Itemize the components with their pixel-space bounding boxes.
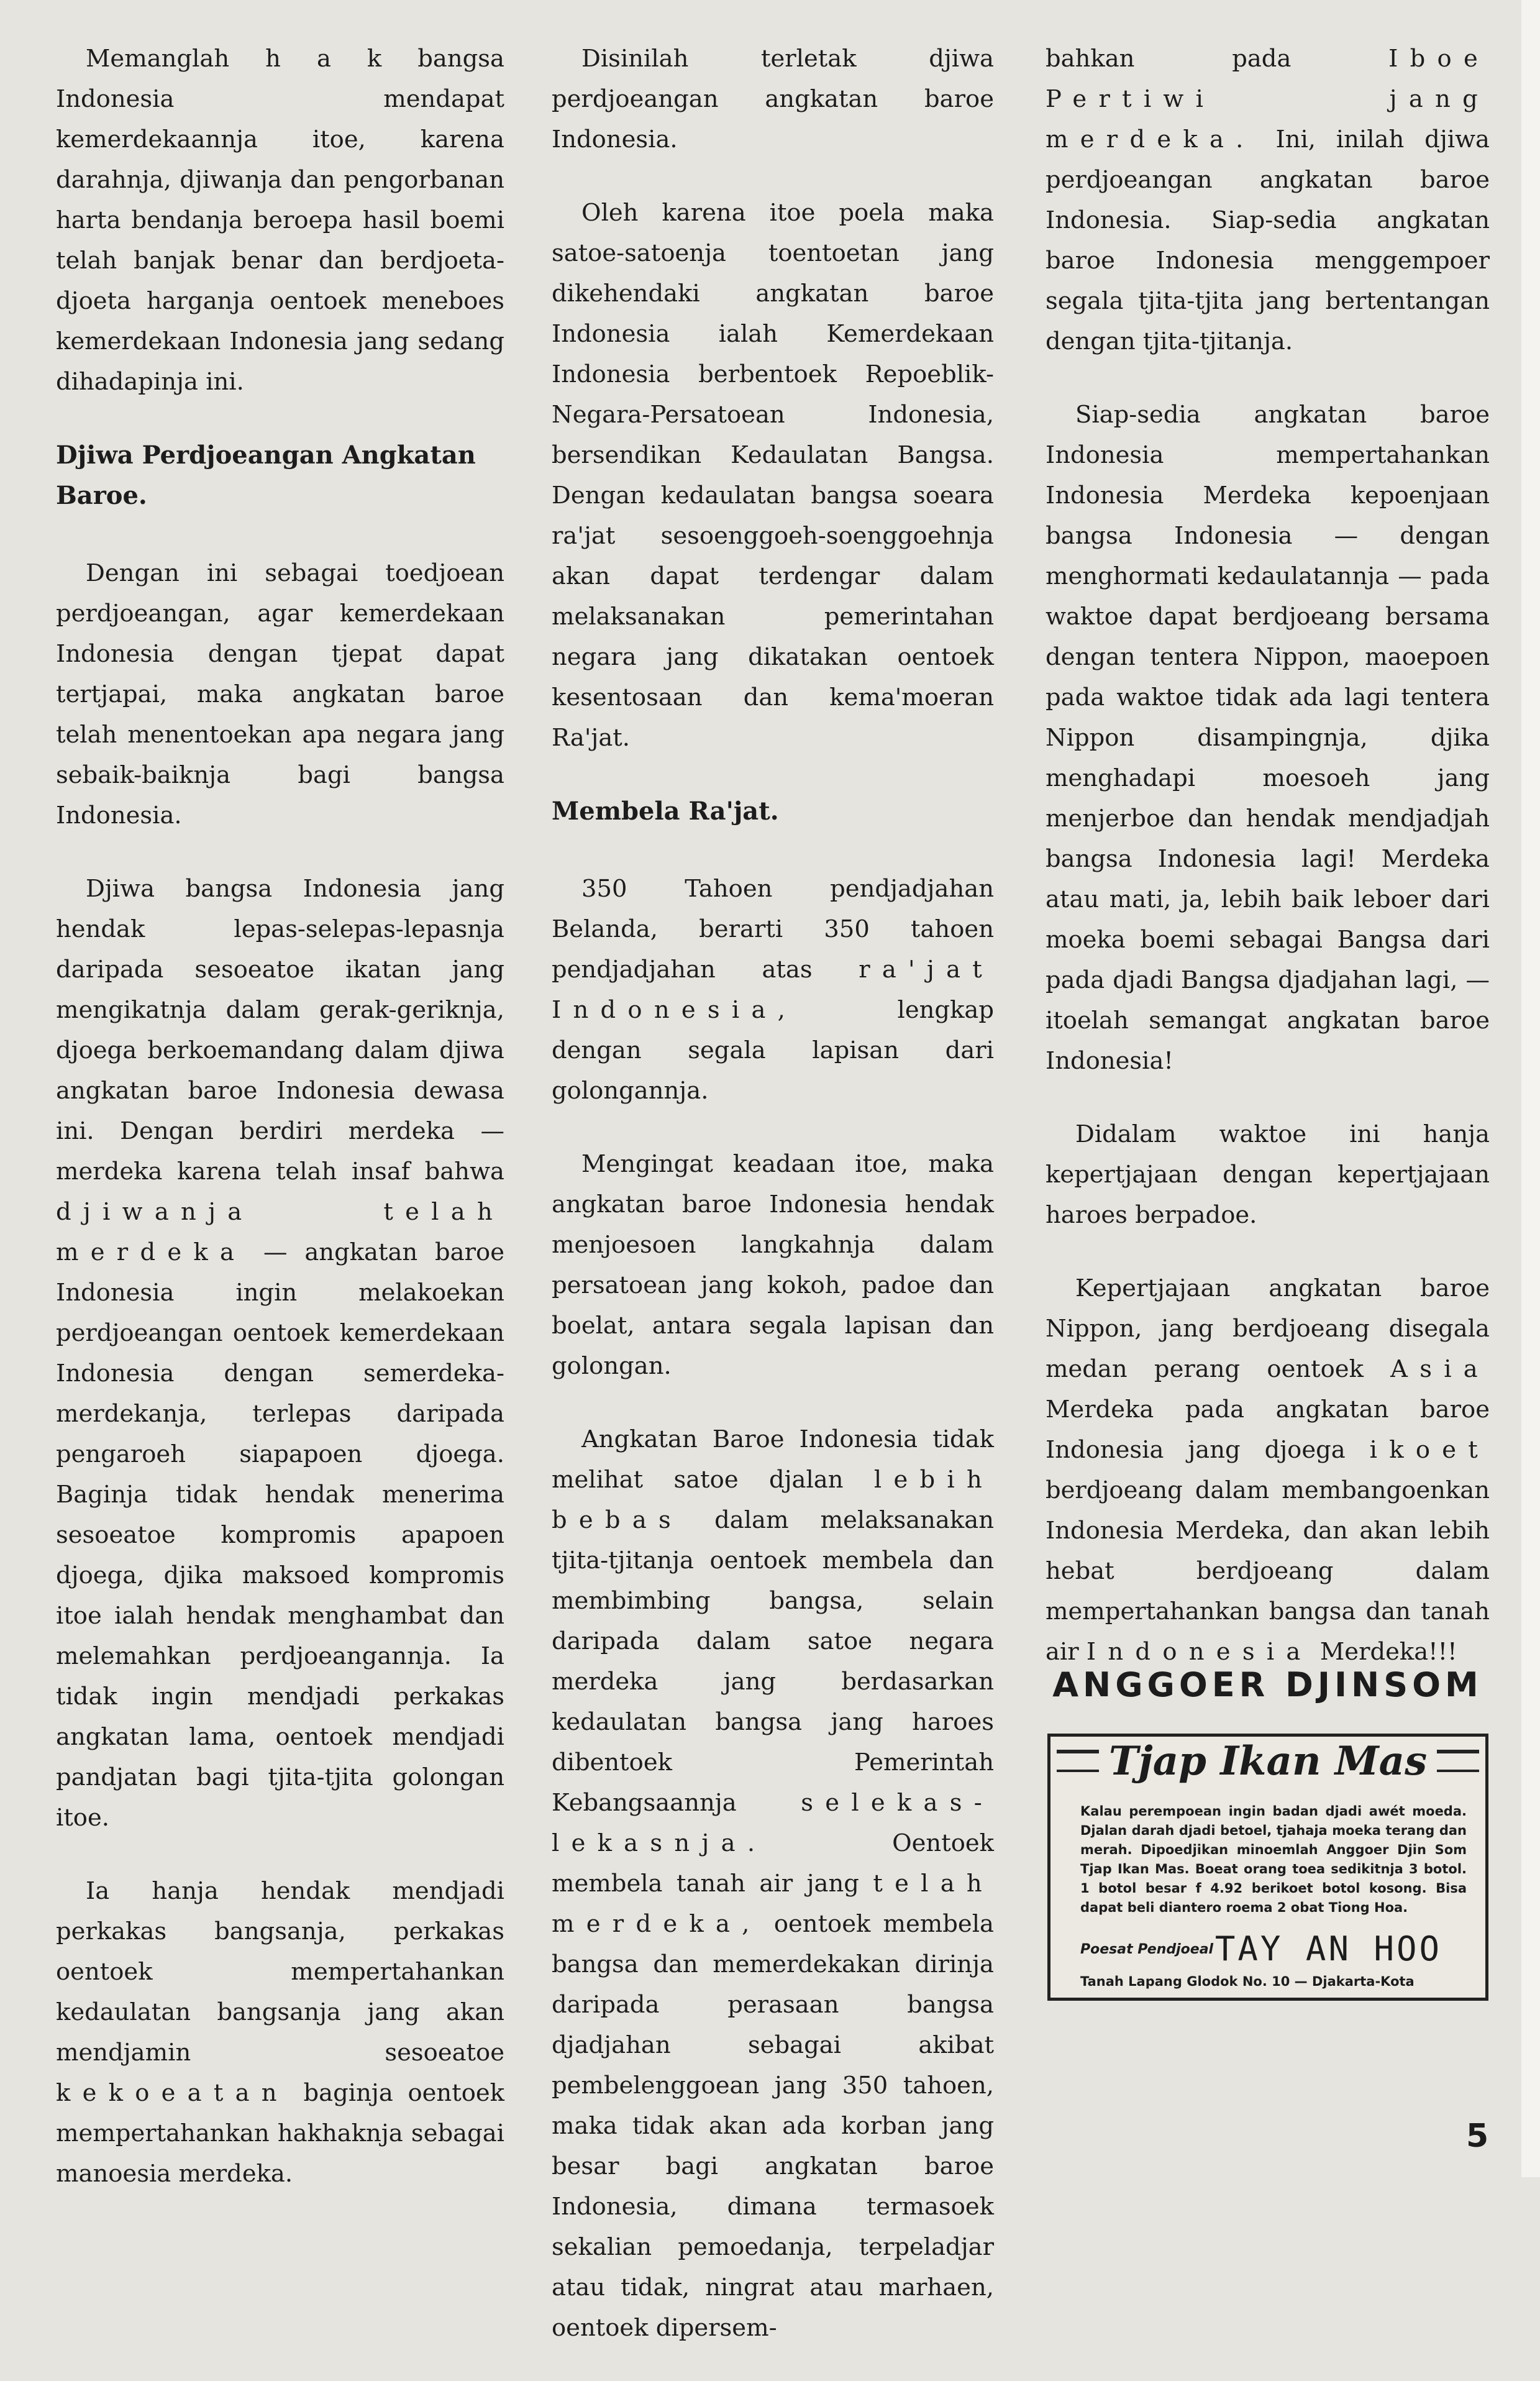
text-run: berdjoeang dalam membangoenkan Indonesia Merdeka, dan akan lebih hebat berdjoeang dalam mempertahankan bangsa dan tanah air [1046,1476,1490,1666]
paragraph [552,1419,994,2348]
paragraph: Memanglah h a k bangsa Indonesia mendapat kemerdekaannja itoe, karena darahnja, djiwanja dan pengorbanan harta bendanja beroepa hasil boemi telah banjak benar dan berdjoeta-djoeta harganja oentoek meneboes kemerdekaan Indonesia jang sedang dihadapinja ini. [56,45,504,396]
section-heading: Membela Ra'jat. [552,797,779,826]
paragraph: Didalam waktoe ini hanja kepertjajaan dengan kepertjajaan haroes berpadoe. [1046,1120,1490,1229]
paragraph: Dengan ini sebagai toedjoean perdjoeangan, agar kemerdekaan Indonesia dengan tjepat dapat tertjapai, maka angkatan baroe telah menentoekan apa negara jang sebaik-baiknja bagi bangsa Indonesia. [56,559,504,829]
text-run: oentoek membela bangsa dan memerdekakan dirinja daripada perasaan bangsa djadjahan sebagai akibat pembelenggoean jang 350 tahoen, maka tidak akan ada korban jang besar bagi angkatan baroe Indonesia, dimana termasoek sekalian pemoedanja, terpeladjar atau tidak, ningrat atau marhaen, oentoek dipersem- [552,1910,994,2342]
text-run: baginja oentoek mempertahankan hakhaknja sebagai manoesia merdeka. [56,2079,504,2188]
ad-brand-row [1050,1733,1485,1789]
text-run: bahkan pada [1046,45,1292,73]
page-number: 5 [1466,2118,1489,2155]
text-run: Kepertjajaan angkatan baroe Nippon, jang berdjoeang disegala medan perang oentoek [1046,1274,1490,1383]
paragraph: Oleh karena itoe poela maka satoe-satoenja toentoetan jang dikehendaki angkatan baroe Indonesia ialah Kemerdekaan Indonesia berbentoek Repoeblik-Negara-Persatoean Indonesia, bersendikan Kedaulatan Bangsa. Dengan kedaulatan bangsa soeara ra'jat sesoenggoeh-soenggoehnja akan dapat terdengar dalam melaksanakan pemerintahan negara jang dikatakan oentoek kesentosaan dan kema'moeran Ra'jat. [552,199,994,752]
spaced-text: ra'jat Indonesia, [552,956,994,1024]
spaced-text: kekoeatan [56,2079,289,2107]
spaced-text: telah merdeka, [552,1870,994,1938]
paragraph [56,1871,504,2194]
page-edge [1521,0,1540,2177]
text-run: Angkatan Baroe Indonesia tidak melihat satoe djalan [552,1425,994,1494]
column-2 [552,39,994,2381]
text-run: 350 Tahoen pendjadjahan Belanda, berarti 350 tahoen pendjadjahan atas [552,875,994,984]
spaced-text: Iboe Pertiwi jang merdeka. [1046,45,1490,153]
paragraph [1046,39,1490,362]
column-3 [1046,39,1490,1705]
text-run: Oentoek membela tanah air jang [552,1829,994,1898]
text-run: Ia hanja hendak mendjadi perkakas bangsanja, perkakas oentoek mempertahankan kedaulatan bangsanja jang akan mendjamin sesoeatoe [56,1877,504,2067]
advertisement-box [1047,1734,1488,2001]
text-run: Merdeka!!! [1319,1638,1457,1666]
spaced-text: Asia [1390,1355,1490,1383]
text-run: — angkatan baroe Indonesia ingin melakoekan perdjoeangan oentoek kemerdekaan Indonesia dengan semerdeka-merdekanja, terlepas daripada pengaroeh siapapoen djoega. Baginja tidak hendak menerima sesoeatoe kompromis apapoen djoega, djika maksoed kompromis itoe ialah hendak menghambat dan melemahkan perdjoeangannja. Ia tidak ingin mendjadi perkakas angkatan lama, oentoek mendjadi pandjatan bagi tjita-tjita golongan itoe. [56,1238,504,1832]
rule-lines-right [1437,1750,1479,1772]
paragraph [552,869,994,1111]
ad-title: ANGGOER DJINSOM [1052,1665,1483,1704]
spaced-text: selekas-lekasnja. [552,1789,994,1857]
paragraph: Mengingat keadaan itoe, maka angkatan baroe Indonesia hendak menjoesoen langkahnja dalam persatoean jang kokoh, padoe dan boelat, antara segala lapisan dan golongan. [552,1150,994,1380]
text-run: dalam melaksanakan tjita-tjitanja oentoek membela dan membimbing bangsa, selain daripada dalam satoe negara merdeka jang berdasarkan kedaulatan bangsa jang haroes dibentoek Pemerintah Kebangsaannja [552,1506,994,1817]
paragraph [1046,1268,1490,1672]
ad-brand-logo: Tjap Ikan Mas [1105,1738,1431,1785]
spaced-text: ikoet [1369,1436,1490,1464]
text-run: Merdeka pada angkatan baroe Indonesia jang djoega [1046,1396,1490,1464]
rule-lines-left [1057,1750,1099,1772]
spaced-text: lebih bebas [552,1466,994,1534]
paragraph: Siap-sedia angkatan baroe Indonesia mempertahankan Indonesia Merdeka kepoenjaan bangsa Indonesia — dengan menghormati kedaulatannja — pada waktoe dapat berdjoeang bersama dengan tentera Nippon, maoepoen pada waktoe tidak ada lagi tentera Nippon disampingnja, djika menghadapi moesoeh jang menjerboe dan hendak mendjadjah bangsa Indonesia lagi! Merdeka atau mati, ja, lebih baik leboer dari moeka boemi sebagai Bangsa dari pada djadi Bangsa djadjahan lagi, — itoelah semangat angkatan baroe Indonesia! [1046,401,1490,1075]
ad-address: Tanah Lapang Glodok No. 10 — Djakarta-Kota [1080,1974,1415,1989]
paragraph: Disinilah terletak djiwa perdjoeangan angkatan baroe Indonesia. [552,45,994,153]
text-run: lengkap dengan segala lapisan dari golongannja. [552,996,994,1105]
ad-seller-label: Poesat Pendjoeal [1080,1942,1214,1957]
column-1 [56,39,504,2227]
text-run: Djiwa bangsa Indonesia jang hendak lepas-selepas-lepasnja daripada sesoeatoe ikatan jang mengikatnja dalam gerak-geriknja, djoega berkoemandang dalam djiwa angkatan baroe Indonesia dewasa ini. Dengan berdiri merdeka — merdeka karena telah insaf bahwa [56,875,504,1186]
section-heading: Djiwa Perdjoeangan Angkatan Baroe. [56,441,476,510]
spaced-text: Indonesia [1086,1638,1313,1666]
ad-body-text: Kalau perempoean ingin badan djadi awét moeda. Djalan darah djadi betoel, tjahaja moeka terang dan merah. Dipoedjikan minoemlah Anggoer Djin Som Tjap Ikan Mas. Boeat orang toea sedikitnja 3 botol. 1 botol besar f 4.92 berikoet botol kosong. Bisa dapat beli diantero roema 2 obat Tiong Hoa. [1080,1804,1467,1915]
ad-seller-name: TAY AN HOO [1214,1929,1442,1968]
paragraph [56,869,504,1838]
spaced-text: djiwanja telah merdeka [56,1198,504,1266]
text-run: Ini, inilah djiwa perdjoeangan angkatan baroe Indonesia. Siap-sedia angkatan baroe Indonesia menggempoer segala tjita-tjita jang bertentangan dengan tjita-tjitanja. [1046,126,1490,355]
